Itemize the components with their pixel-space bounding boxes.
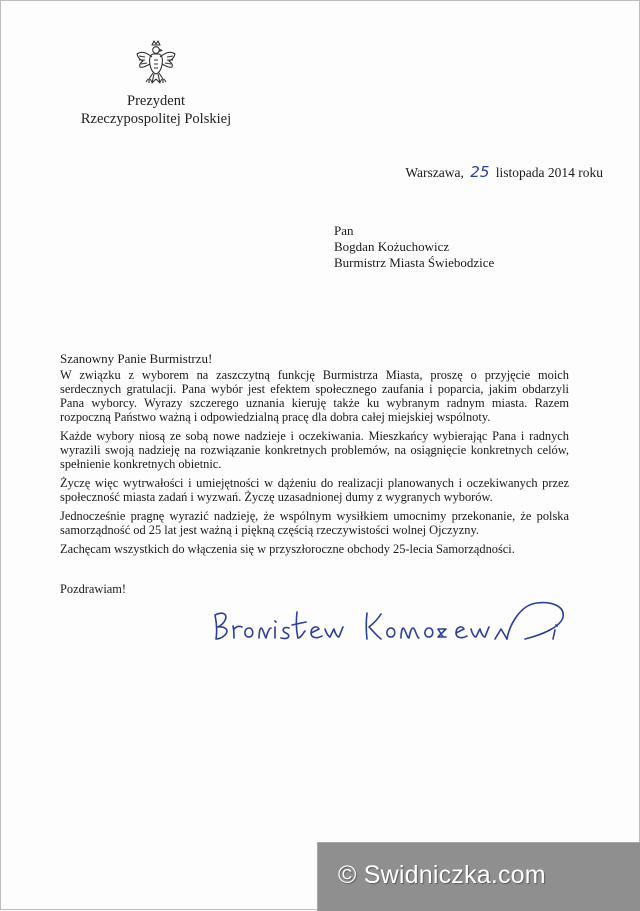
- office-country: Rzeczypospolitej Polskiej: [80, 111, 232, 127]
- letter-body: [60, 368, 569, 561]
- letter-greeting: Szanowny Panie Burmistrzu!: [60, 351, 213, 366]
- date-month-year: listopada 2014 roku: [495, 165, 603, 180]
- letter-paragraph: W związku z wyborem na zaszczytną funkcję Burmistrza Miasta, proszę o przyjęcie moich serdecznych gratulacji. Pana wybór jest efektem społecznego zaufania i poparcia, jakim obdarzyli Pana wyborcy. Wyrazy szczerego uznania kieruję także ku wybranym radnym miasta. Razem rozpoczną Państwo ważną i odpowiedzialną pracę dla dobra całej miejskiej wspólnoty.: [60, 368, 569, 424]
- dateline: [301, 163, 603, 181]
- white-eagle-emblem-icon: [134, 39, 178, 89]
- office-heading: [61, 92, 251, 128]
- recipient-position: Burmistrz Miasta Świebodzice: [334, 255, 495, 270]
- letter-paragraph: Zachęcam wszystkich do włączenia się w przyszłoroczne obchody 25-lecia Samorządności.: [60, 542, 515, 556]
- letter-paragraph: Życzę więc wytrwałości i umiejętności w dążeniu do realizacji planowanych i oczekiwanych przez społeczność miasta zadań i wyzwań. Życzę uzasadnionej dumy z wygranych wyborów.: [60, 476, 569, 504]
- date-day-handwritten: 25: [470, 163, 490, 181]
- watermark-text: © Swidniczka.com: [338, 861, 546, 889]
- letter-closing: Pozdrawiam!: [60, 582, 127, 596]
- letter-paragraph: Jednocześnie pragnę wyrazić nadzieję, że wspólnym wysiłkiem umocnimy przekonanie, że polska samorządność od 25 lat jest ważną i piękną częścią rzeczywistości wolnej Ojczyzny.: [60, 509, 569, 537]
- office-title: Prezydent: [127, 93, 185, 109]
- handwritten-signature: [209, 599, 581, 649]
- letter-paragraph: Każde wybory niosą ze sobą nowe nadzieje i oczekiwania. Mieszkańcy wybierając Pana i radnych wyrazili swoją nadzieję na rozwiązanie konkretnych problemów, na osiągnięcie konkretnych celów, spełnienie konkretnych obietnic.: [60, 429, 569, 471]
- watermark-banner: [317, 842, 640, 911]
- recipient-name: Bogdan Kożuchowicz: [334, 239, 450, 254]
- recipient-block: [334, 223, 494, 271]
- recipient-salutation: Pan: [334, 223, 354, 238]
- date-place: Warszawa,: [405, 165, 464, 180]
